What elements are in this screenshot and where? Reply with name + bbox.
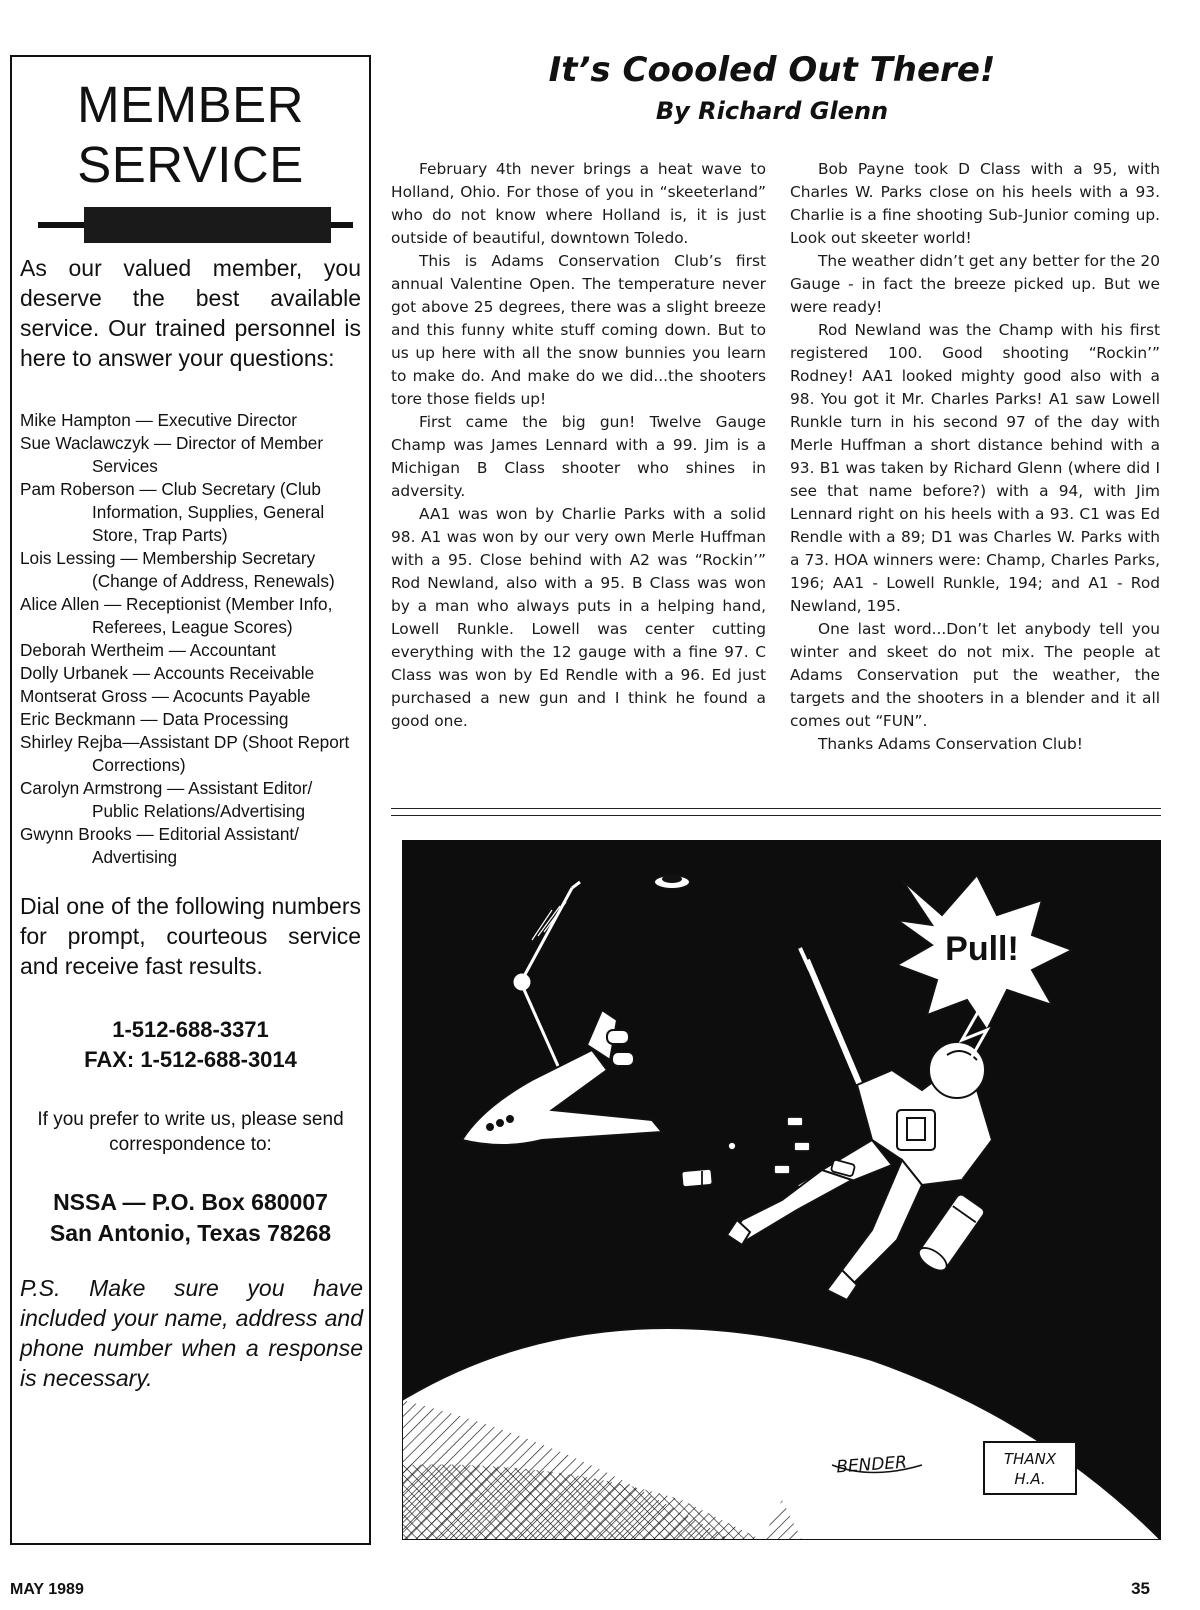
phone-number: 1-512-688-3371	[112, 1017, 269, 1042]
staff-item: Carolyn Armstrong — Assistant Editor/ Public Relations/Advertising	[20, 778, 313, 821]
article-paragraph: One last word...Don’t let anybody tell you winter and skeet do not mix. The people at Adams Conservation put the weather, the targets and the shooters in a blender and it all comes out “FUN”.	[790, 620, 1160, 730]
staff-item: Lois Lessing — Membership Secretary (Change of Address, Renewals)	[20, 548, 335, 591]
article-paragraph: AA1 was won by Charlie Parks with a solid 98. A1 was won by our very own Merle Huffman with a 95. Close behind with A2 was “Rockin’” Rod Newland, also with a 95. B Class was won by a man who always puts in a helping hand, Lowell Runkle. Lowell was center cutting everything with the 12 gauge with a fine 97. C Class was won by Ed Rendle with a 96. Ed just purchased a new gun and I think he found a good one.	[391, 505, 766, 730]
title-line-1: MEMBER	[77, 76, 304, 133]
staff-item: Alice Allen — Receptionist (Member Info, Referees, League Scores)	[20, 594, 333, 637]
section-divider-top	[391, 808, 1161, 809]
member-service-title	[12, 75, 369, 195]
credit-line-2: H.A.	[1014, 1470, 1046, 1488]
staff-item: Eric Beckmann — Data Processing	[20, 709, 289, 729]
intro-text: As our valued member, you deserve the best available service. Our trained personnel is here to answer your questions:	[20, 255, 361, 371]
staff-item: Sue Waclawczyk — Director of Member Services	[20, 433, 324, 476]
article-byline: By Richard Glenn	[655, 97, 889, 125]
dial-text: Dial one of the following numbers for prompt, courteous service and receive fast results.	[20, 893, 361, 979]
pull-speech-text: Pull!	[945, 930, 1019, 968]
section-divider-bottom	[391, 815, 1161, 816]
article-paragraph: The weather didn’t get any better for the 20 Gauge - in fact the breeze picked up. But we were ready!	[790, 252, 1161, 316]
article-paragraph: Thanks Adams Conservation Club!	[818, 735, 1083, 753]
staff-item: Deborah Wertheim — Accountant	[20, 640, 276, 660]
space-skeet-cartoon	[402, 840, 1161, 1540]
address-line-1: NSSA — P.O. Box 680007	[53, 1189, 328, 1215]
staff-list	[12, 409, 369, 869]
page-number: 35	[1131, 1579, 1150, 1598]
title-line-2: SERVICE	[77, 136, 304, 193]
member-service-box	[10, 55, 371, 1545]
rule-bar	[84, 207, 331, 243]
credit-box	[984, 1442, 1076, 1494]
staff-item: Gwynn Brooks — Editorial Assistant/ Advertising	[20, 824, 299, 867]
fax-number: FAX: 1-512-688-3014	[84, 1047, 297, 1072]
article-paragraph: First came the big gun! Twelve Gauge Champ was James Lennard with a 99. Jim is a Michigan B Class shooter who shines in adversity.	[391, 413, 766, 500]
article-paragraph: This is Adams Conservation Club’s first annual Valentine Open. The temperature never got above 25 degrees, there was a slight breeze and this funny white stuff coming down. But to us up here with all the snow bunnies you learn to make do. And make do we did...the shooters tore those fields up!	[391, 252, 766, 408]
article-paragraph: Bob Payne took D Class with a 95, with Charles W. Parks close on his heels with a 93. Charlie is a fine shooting Sub-Junior coming up. Look out skeeter world!	[790, 160, 1160, 247]
article-paragraph: February 4th never brings a heat wave to Holland, Ohio. For those of you in “skeeterland” who do not know where Holland is, it is just outside of beautiful, downtown Toledo.	[391, 160, 766, 247]
article-column-left	[391, 158, 766, 733]
staff-item: Dolly Urbanek — Accounts Receivable	[20, 663, 315, 683]
article-column-right	[790, 158, 1160, 756]
staff-item: Shirley Rejba—Assistant DP (Shoot Report Corrections)	[20, 732, 350, 775]
staff-item: Montserat Gross — Acocunts Payable	[20, 686, 311, 706]
clay-target	[654, 875, 690, 889]
staff-item: Mike Hampton — Executive Director	[20, 410, 297, 430]
phone-block	[12, 1015, 369, 1075]
article-paragraph: Rod Newland was the Champ with his first registered 100. Good shooting “Rockin’” Rodney! AA1 looked mighty good also with a 98. You got it Mr. Charles Parks! A1 saw Lowell Runkle turn in his second 97 of the day with Merle Huffman a short distance behind with a 93. B1 was taken by Richard Glenn (where did I see that name before?) with a 94, with Jim Lennard right on his heels with a 93. C1 was Ed Rendle with a 89; D1 was Charles W. Parks with a 73. HOA winners were: Champ, Charles Parks, 196; AA1 - Lowell Runkle, 194; and A1 - Rod Newland, 195.	[790, 321, 1160, 615]
title-rule-ornament	[22, 207, 359, 243]
signature-text: BENDER	[835, 1452, 908, 1478]
staff-item: Pam Roberson — Club Secretary (Club Information, Supplies, General Store, Trap Parts)	[20, 479, 325, 545]
issue-date: MAY 1989	[10, 1581, 84, 1598]
ps-note: P.S. Make sure you have included your name, address and phone number when a response is necessary.	[20, 1275, 363, 1391]
write-text: If you prefer to write us, please send correspondence to:	[37, 1109, 344, 1155]
address-block	[12, 1187, 369, 1249]
address-line-2: San Antonio, Texas 78268	[49, 1220, 332, 1246]
credit-line-1: THANX	[1003, 1450, 1057, 1468]
article-title: It’s Coooled Out There!	[548, 50, 996, 90]
